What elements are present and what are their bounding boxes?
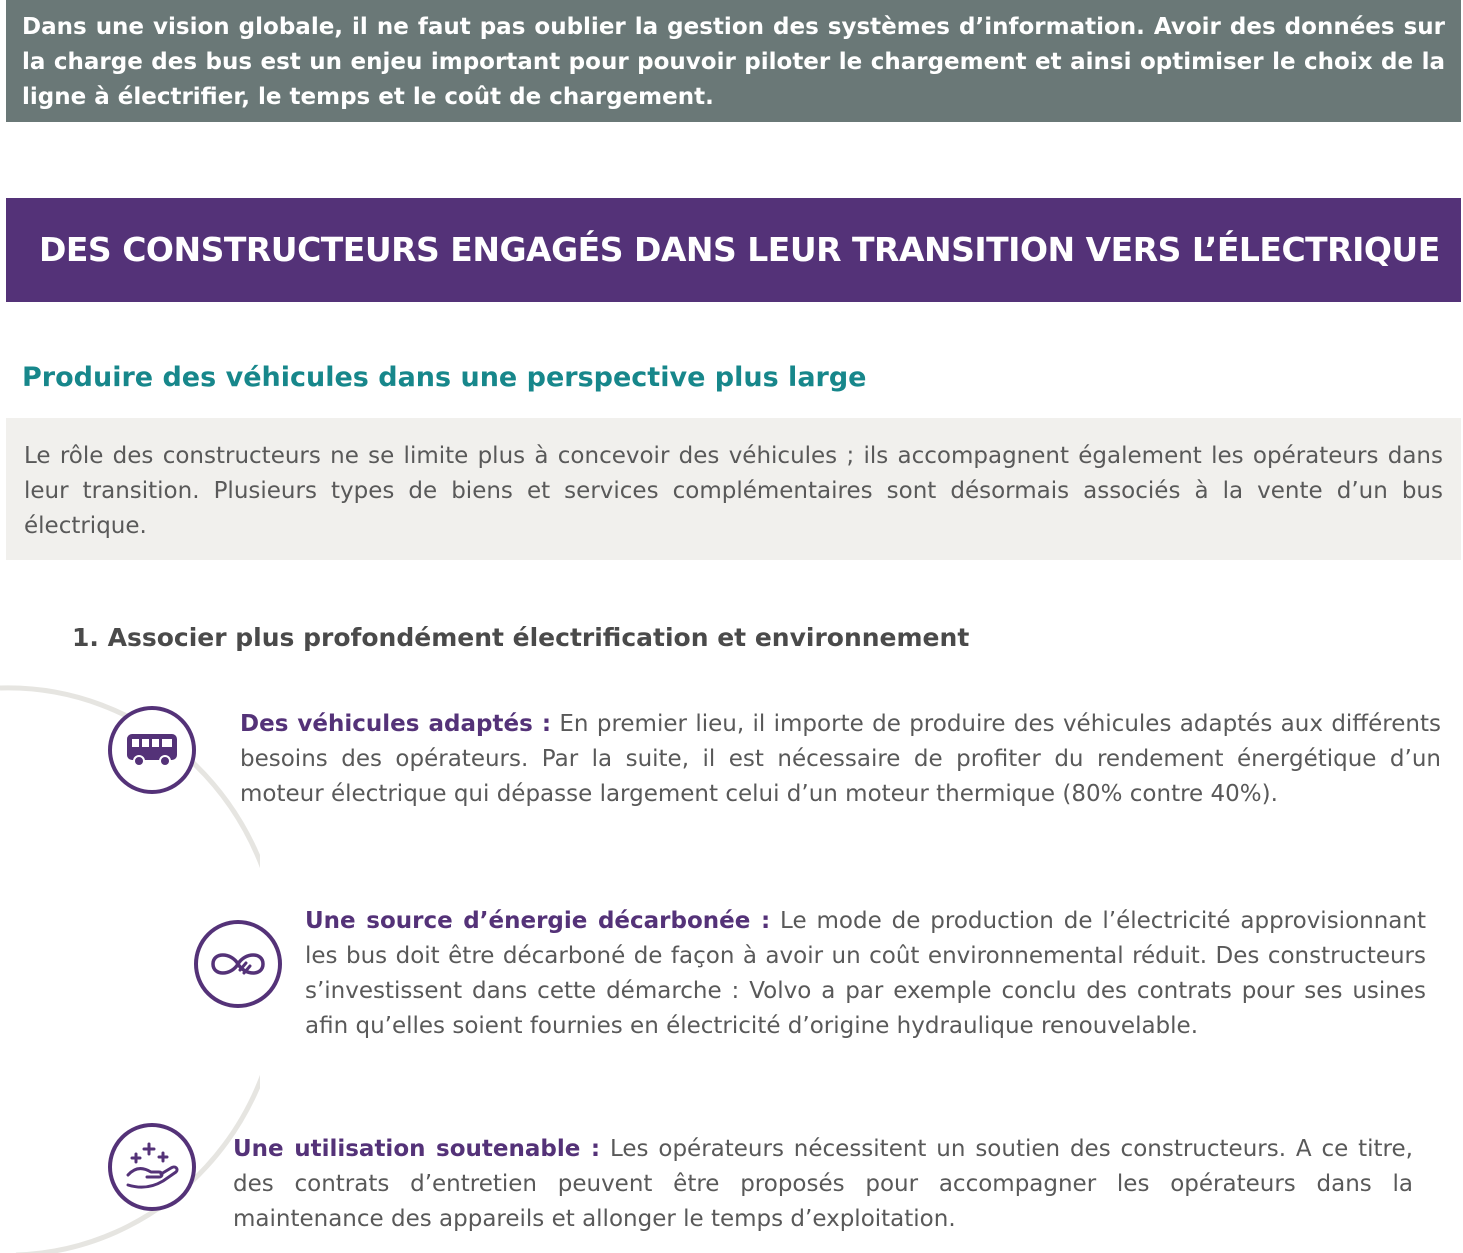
item-body: En premier lieu, il importe de produire des véhicules adaptés aux différents besoins des opérateurs. Par la suite, il est nécessaire de profiter du rendement énergétique d’un moteur électrique qui dépasse largement celui d’un moteur thermique (80% contre 40%). (240, 711, 1441, 807)
list-item (233, 1132, 1413, 1237)
intro-text: Le rôle des constructeurs ne se limite plus à concevoir des véhicules ; ils accompagnent également les opérateurs dans leur transition. Plusieurs types de biens et services complémentaires sont désormais associés à la vente d’un bus électrique. (24, 443, 1443, 539)
item-body: Le mode de production de l’électricité approvisionnant les bus doit être décarboné de façon à avoir un coût environnemental réduit. Des constructeurs s’investissent dans cette démarche : Volvo a par exemple conclu des contrats pour ses usines afin qu’elles soient fournies en électricité d’origine hydraulique renouvelable. (305, 908, 1426, 1039)
item-title: Des véhicules adaptés : (240, 711, 552, 737)
page-subtitle: Produire des véhicules dans une perspective plus large (22, 362, 867, 393)
item-title: Une source d’énergie décarbonée : (305, 908, 771, 934)
care-icon-badge (108, 1123, 196, 1211)
item-body: Les opérateurs nécessitent un soutien des constructeurs. A ce titre, des contrats d’entretien peuvent être proposés pour accompagner les opérateurs dans la maintenance des appareils et allonger le temps d’exploitation. (233, 1136, 1413, 1232)
infinity-plug-icon (207, 946, 269, 982)
energy-icon-badge (194, 920, 282, 1008)
item-title: Une utilisation soutenable : (233, 1136, 601, 1162)
hand-care-icon (123, 1141, 181, 1193)
intro-box (6, 418, 1461, 560)
list-item (240, 707, 1441, 812)
section-banner (6, 198, 1461, 302)
bus-icon-badge (108, 706, 196, 794)
top-note-text: Dans une vision globale, il ne faut pas oublier la gestion des systèmes d’information. Avoir des données sur la charge des bus est un enjeu important pour pouvoir piloter le chargement et ainsi optimiser le choix de la ligne à électrifier, le temps et le coût de chargement. (22, 14, 1445, 110)
section-heading: 1. Associer plus profondément électrification et environnement (72, 623, 970, 652)
bus-icon (124, 730, 180, 770)
banner-title: DES CONSTRUCTEURS ENGAGÉS DANS LEUR TRANSITION VERS L’ÉLECTRIQUE (39, 230, 1440, 269)
top-note-box (6, 0, 1461, 122)
list-item (305, 904, 1426, 1044)
